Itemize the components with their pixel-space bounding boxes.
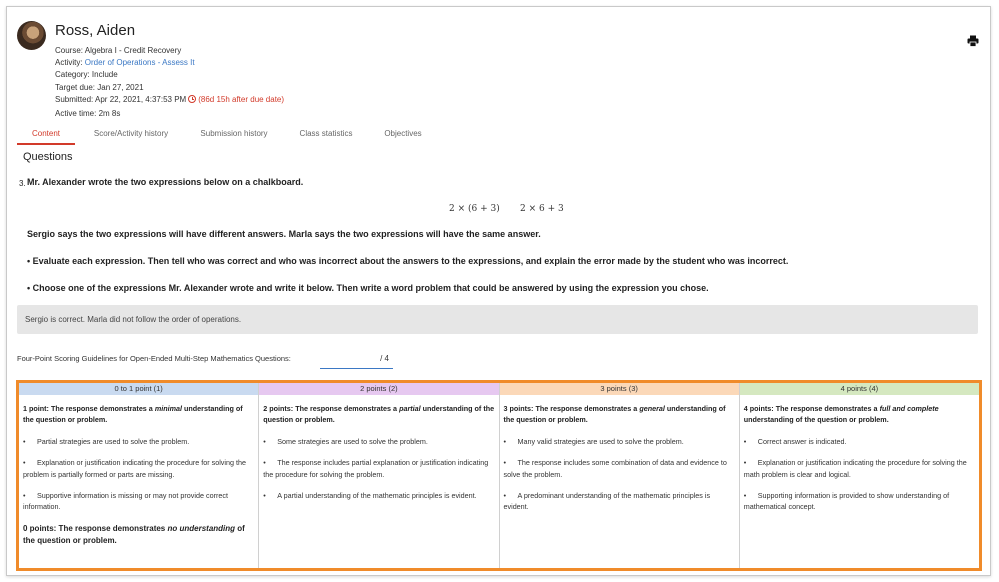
rubric-bullet: • Explanation or justification indicating the procedure for solving the problem is partially formed or parts are missing.	[23, 458, 246, 479]
grading-panel	[6, 6, 991, 576]
student-name: Ross, Aiden	[55, 22, 136, 39]
rubric-bullet: • A partial understanding of the mathematic principles is evident.	[263, 491, 477, 501]
question-number: 3.	[19, 179, 26, 188]
late-badge: (86d 15h after due date)	[198, 94, 285, 104]
rubric-bullet: • Supportive information is missing or may not provide correct information.	[23, 491, 228, 512]
active-time: Active time: 2m 8s	[55, 108, 121, 118]
rubric-lead: 3 points: The response demonstrates a general understanding of the question or problem.	[503, 404, 726, 425]
rubric-bullet: • A predominant understanding of the mathematic principles is evident.	[503, 491, 711, 512]
tab-class-statistics[interactable]: Class statistics	[299, 129, 353, 138]
rubric-bullet: • Correct answer is indicated.	[743, 436, 847, 446]
activity-link[interactable]: Order of Operations - Assess It	[84, 58, 195, 68]
clock-icon	[188, 95, 196, 103]
rubric-bullet: • Explanation or justification indicating the procedure for solving the math problem is clear and logical.	[743, 458, 967, 479]
rubric-lead: 4 points: The response demonstrates a full and complete understanding of the question or problem.	[743, 404, 939, 425]
tab-content[interactable]: Content	[17, 123, 75, 145]
scoring-label: Four-Point Scoring Guidelines for Open-Ended Multi-Step Mathematics Questions:	[17, 354, 291, 363]
course: Course: Algebra I - Credit Recovery	[55, 46, 182, 55]
rubric-head: 0 to 1 point (1)	[19, 383, 258, 395]
rubric-bullet: • Partial strategies are used to solve the problem.	[23, 436, 190, 446]
rubric-bullet: • Many valid strategies are used to solve the problem.	[503, 436, 684, 446]
print-icon[interactable]	[967, 35, 979, 47]
rubric-lead: 2 points: The response demonstrates a partial understanding of the question or problem.	[263, 404, 495, 425]
question-bullet-2: • Choose one of the expressions Mr. Alexander wrote and write it below. Then write a word problem that could be answered by using the expression you chose.	[27, 283, 709, 293]
question-text: Mr. Alexander wrote the two expressions below on a chalkboard.	[27, 177, 304, 187]
expression-1: 2 × (6 + 3)	[449, 204, 500, 214]
student-answer: Sergio is correct. Marla did not follow the order of operations.	[17, 305, 978, 334]
rubric-zero-points: 0 points: The response demonstrates no understanding of the question or problem.	[23, 523, 245, 545]
rubric-column-1[interactable]	[19, 383, 259, 568]
tab-objectives[interactable]: Objectives	[384, 129, 422, 138]
section-title: Questions	[23, 151, 73, 163]
rubric-bullet: • The response includes some combination of data and evidence to solve the problem.	[503, 458, 727, 479]
rubric-column-3[interactable]	[500, 383, 740, 568]
score-max: / 4	[380, 354, 389, 363]
rubric-lead: 1 point: The response demonstrates a minimal understanding of the question or problem.	[23, 404, 243, 425]
rubric-head: 4 points (4)	[740, 383, 979, 395]
rubric-head: 3 points (3)	[500, 383, 739, 395]
target-due: Target due: Jan 27, 2021	[55, 82, 144, 92]
tab-score-activity-history[interactable]: Score/Activity history	[93, 129, 169, 138]
submitted: Submitted: Apr 22, 2021, 4:37:53 PM (86d 15h after due date)	[55, 94, 285, 104]
tab-submission-history[interactable]: Submission history	[200, 129, 268, 138]
score-input[interactable]	[320, 350, 393, 369]
avatar	[17, 21, 46, 50]
activity: Activity: Order of Operations - Assess It	[55, 58, 195, 68]
scoring-rubric	[16, 380, 982, 571]
rubric-head: 2 points (2)	[259, 383, 498, 395]
rubric-bullet: • Some strategies are used to solve the problem.	[263, 436, 428, 446]
category: Category: Include	[55, 70, 118, 80]
rubric-column-4[interactable]	[740, 383, 979, 568]
question-bullet-1: • Evaluate each expression. Then tell who was correct and who was incorrect about the answers to the expressions, and explain the error made by the student who was incorrect.	[27, 256, 789, 266]
question-paragraph: Sergio says the two expressions will have different answers. Marla says the two expressions will have the same answer.	[27, 229, 541, 239]
rubric-bullet: • The response includes partial explanation or justification indicating the procedure for solving the problem.	[263, 458, 489, 479]
rubric-bullet: • Supporting information is provided to show understanding of mathematical concept.	[743, 491, 950, 512]
expression-2: 2 × 6 + 3	[520, 204, 564, 214]
submission-meta	[55, 45, 284, 120]
rubric-column-2[interactable]	[259, 383, 499, 568]
